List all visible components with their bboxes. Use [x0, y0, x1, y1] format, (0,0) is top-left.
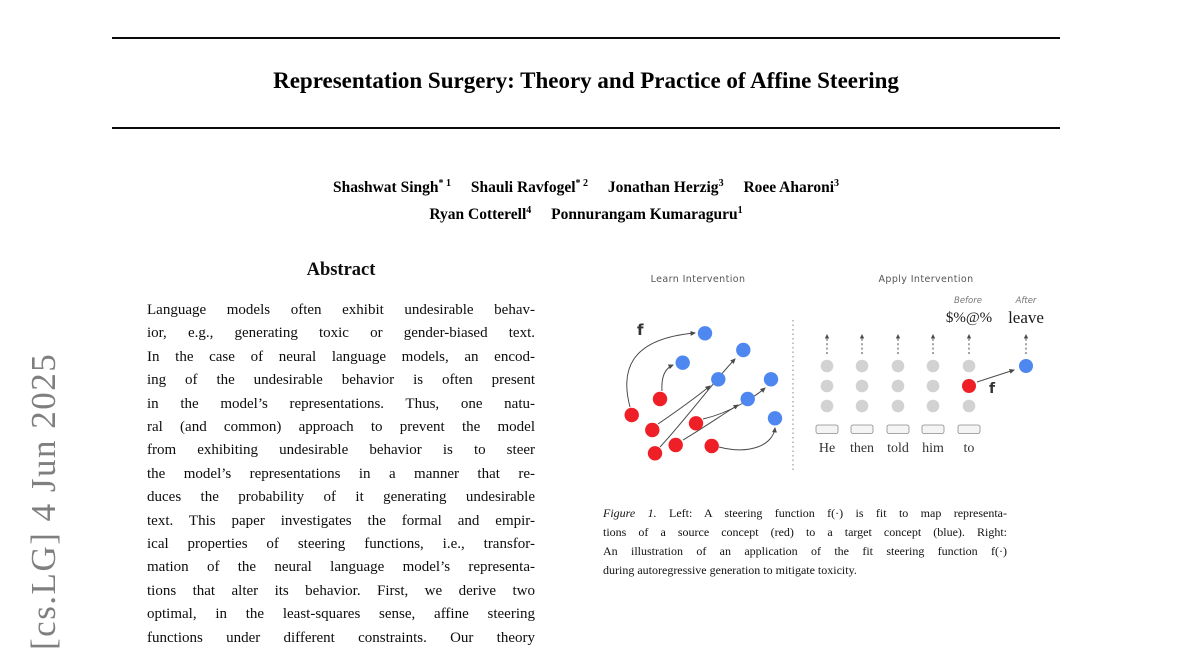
abstract-section [147, 260, 535, 650]
token-words [819, 441, 975, 456]
gray-dot [963, 400, 976, 413]
author-affiliation-mark: 3 [834, 178, 840, 189]
blue-dot [676, 356, 690, 370]
title-rule-top [112, 37, 1060, 39]
token-word: told [887, 441, 909, 456]
red-dot [705, 439, 719, 453]
red-dot [648, 446, 662, 460]
author-name: Shashwat Singh [332, 179, 439, 197]
after-token: leave [1008, 308, 1044, 327]
author-name: Roee Aharoni [743, 179, 835, 197]
author-name: Jonathan Herzig [607, 179, 719, 197]
apply-f-arrow [977, 370, 1014, 382]
gray-dot [927, 380, 940, 393]
gray-dot [821, 360, 834, 373]
author [471, 179, 588, 196]
author-name: Shauli Ravfogel [470, 179, 576, 197]
abstract-line: mation of the neural language model’s representa- [147, 559, 535, 576]
after-label: After [1015, 296, 1037, 306]
gray-dot [927, 360, 940, 373]
abstract-line: ical properties of steering functions, i.e., transfor- [147, 536, 535, 553]
figure-caption [603, 504, 1007, 580]
gray-dot [821, 380, 834, 393]
blue-dot [698, 326, 712, 340]
abstract-line: from exhibiting undesirable behavior is to steer [147, 442, 535, 459]
abstract-line: the model’s representations in a manner that re- [147, 465, 535, 482]
steered-blue-dot [1019, 359, 1033, 373]
author-affiliation-mark: 4 [526, 205, 532, 217]
apply-intervention-label: Apply Intervention [878, 274, 974, 285]
abstract-heading: Abstract [306, 260, 376, 280]
abstract-line: Language models often exhibit undesirable behav- [147, 302, 535, 318]
blue-dot [764, 372, 778, 386]
red-dot [669, 438, 683, 452]
arxiv-sidebar-stamp: [cs.LG] 4 Jun 2025 [24, 352, 63, 650]
author [333, 179, 451, 196]
abstract-line: ing of the undesirable behavior is often present [147, 372, 535, 389]
author-block [112, 172, 1060, 226]
author-row-1 [112, 172, 1060, 199]
abstract-line: optimal, in the least-squares sense, affine steering [147, 606, 535, 623]
red-dot [689, 416, 703, 430]
gray-dot [821, 400, 834, 413]
abstract-line: text. This paper investigates the formal and empir- [147, 512, 535, 529]
abstract-line: duces the probability of it generating undesirable [147, 489, 535, 506]
token-word: He [818, 441, 836, 456]
steering-function-label: f [637, 321, 644, 339]
caption-line: during autoregressive generation to mitigate toxicity. [603, 563, 857, 577]
gray-dot [856, 360, 869, 373]
author-affiliation-mark: 1 [737, 205, 743, 217]
gray-dot [856, 400, 869, 413]
token-word: then [849, 441, 875, 456]
page-title: Representation Surgery: Theory and Practice of Affine Steering [273, 68, 899, 93]
token-boxes [816, 425, 980, 434]
red-dot [645, 423, 659, 437]
author [743, 179, 839, 196]
blue-dot [736, 343, 750, 357]
blue-dot [741, 392, 755, 406]
author-name: Ponnurangam Kumaraguru [551, 206, 738, 224]
abstract-line: functions under different constraints. Our theory [147, 629, 535, 646]
author-affiliation-mark: * 2 [575, 178, 589, 189]
red-dot [653, 392, 667, 406]
figure-label: Figure 1. [603, 506, 657, 520]
before-token: $%@% [945, 310, 993, 326]
author [429, 206, 531, 223]
author [608, 179, 724, 196]
caption-text: Left: A steering function f(·) is fit to map representa- [669, 506, 1008, 520]
abstract-line: In the case of neural language models, an encod- [147, 348, 535, 365]
caption-line: An illustration of an application of the fit steering function f(·) [603, 544, 1007, 558]
abstract-line: in the model’s representations. Thus, one natu- [147, 395, 535, 412]
title-rule-bottom [112, 127, 1060, 129]
author-row-2 [112, 199, 1060, 226]
red-dot [625, 408, 639, 422]
toxic-red-dot [962, 379, 976, 393]
abstract-line: tions that alter its behavior. First, we derive two [147, 582, 535, 599]
author-name: Ryan Cotterell [429, 206, 527, 224]
steering-function-label: f [989, 381, 996, 397]
gray-dot [963, 360, 976, 373]
output-arrows [827, 335, 1026, 354]
gray-dot [892, 400, 905, 413]
gray-dot [892, 360, 905, 373]
caption-line: tions of a source concept (red) to a target concept (blue). Right: [603, 525, 1007, 539]
blue-dot [711, 372, 725, 386]
learn-intervention-label: Learn Intervention [650, 274, 746, 285]
gray-dot [856, 380, 869, 393]
blue-dot [768, 411, 782, 425]
abstract-line: ral (and common) approach to prevent the model [147, 419, 535, 436]
gray-dot [892, 380, 905, 393]
abstract-line: ior, e.g., generating toxic or gender-biased text. [147, 325, 535, 342]
gray-dot [927, 400, 940, 413]
before-label: Before [954, 296, 982, 306]
token-word: to [963, 441, 975, 456]
figure-1-illustration [605, 265, 1085, 490]
hidden-state-dots [821, 360, 976, 413]
author-affiliation-mark: 3 [718, 178, 724, 189]
author-affiliation-mark: * 1 [438, 178, 452, 189]
token-word: him [922, 441, 944, 456]
caption-line [603, 504, 1007, 523]
author [551, 206, 742, 223]
